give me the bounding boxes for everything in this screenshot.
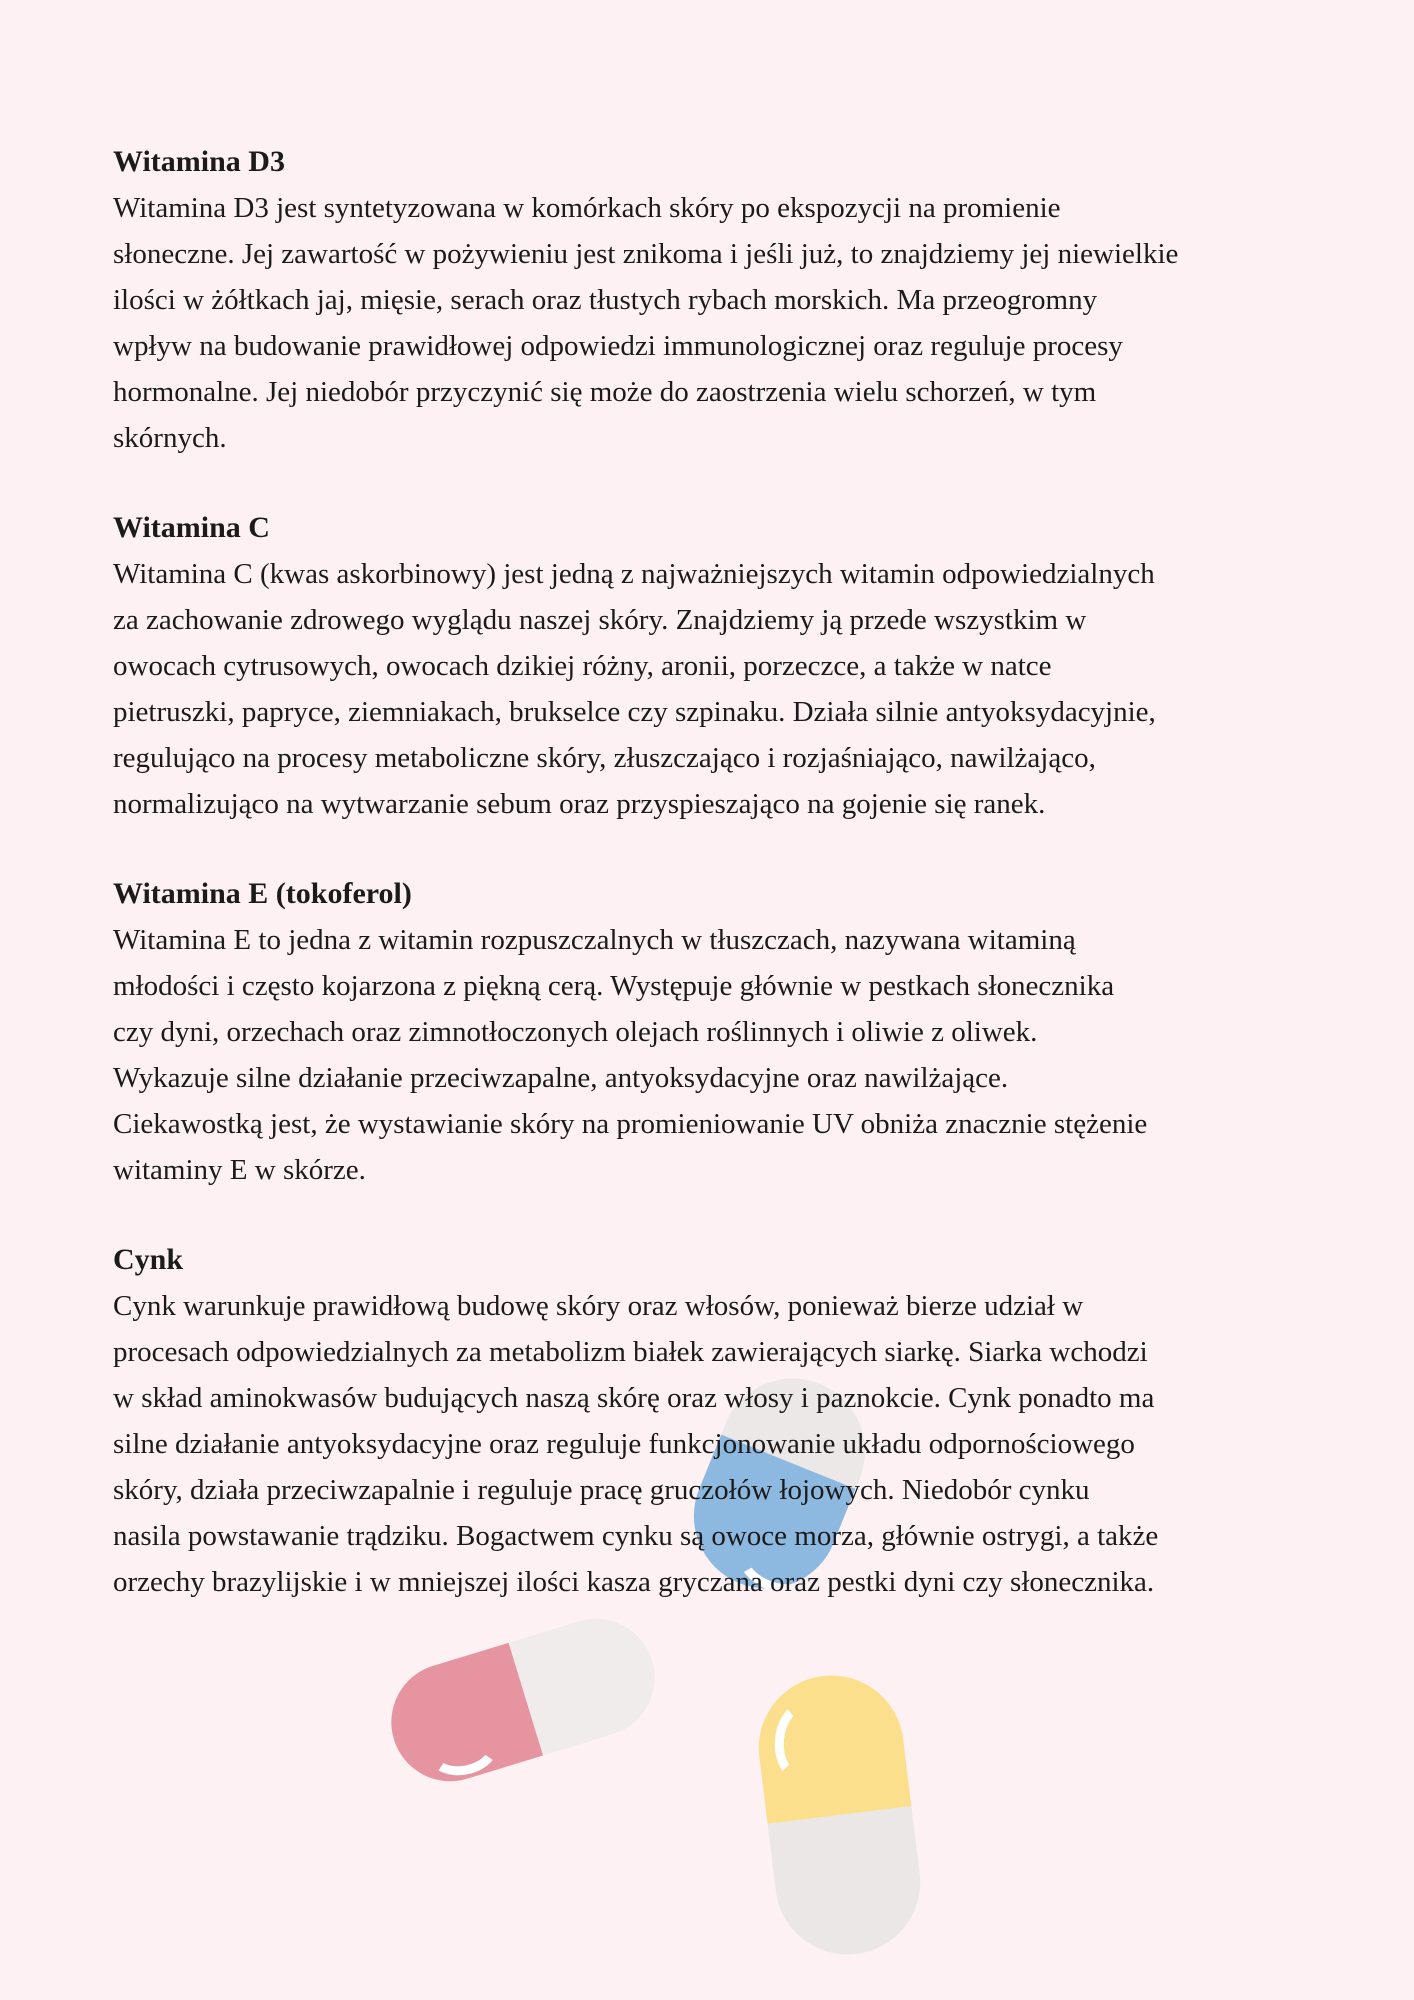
text-line: Witamina C (kwas askorbinowy) jest jedną z najważniejszych witamin odpowiedzialnych — [113, 558, 1155, 590]
text-line: orzechy brazylijskie i w mniejszej ilości kasza gryczana oraz pestki dyni czy słonecznika. — [113, 1566, 1155, 1598]
text-line: Witamina D3 jest syntetyzowana w komórkach skóry po ekspozycji na promienie — [113, 192, 1061, 224]
section-witamina-d3 — [113, 139, 1323, 461]
text-line: Cynk warunkuje prawidłową budowę skóry oraz włosów, ponieważ bierze udział w — [113, 1290, 1084, 1322]
article-body — [113, 139, 1323, 1605]
text-line: nasila powstawanie trądziku. Bogactwem cynku są owoce morza, głównie ostrygi, a także — [113, 1520, 1159, 1552]
text-line: regulująco na procesy metaboliczne skóry, złuszczająco i rozjaśniająco, nawilżająco, — [113, 742, 1096, 774]
section-heading: Witamina C — [113, 511, 270, 544]
yellow-capsule-illustration — [750, 1667, 928, 1963]
text-line: młodości i często kojarzona z piękną cerą. Występuje głównie w pestkach słonecznika — [113, 970, 1115, 1002]
text-line: Wykazuje silne działanie przeciwzapalne, antyoksydacyjne oraz nawilżające. — [113, 1062, 1009, 1094]
section-paragraph — [113, 185, 1323, 461]
text-line: ilości w żółtkach jaj, mięsie, serach oraz tłustych rybach morskich. Ma przeogromny — [113, 284, 1098, 316]
yellow-capsule-bottom-half — [768, 1806, 929, 1963]
text-line: hormonalne. Jej niedobór przyczynić się może do zaostrzenia wielu schorzeń, w tym — [113, 376, 1097, 408]
text-line: za zachowanie zdrowego wyglądu naszej skóry. Znajdziemy ją przede wszystkim w — [113, 604, 1087, 636]
text-line: skórnych. — [113, 422, 227, 454]
text-line: słoneczne. Jej zawartość w pożywieniu jest znikoma i jeśli już, to znajdziemy jej niewielkie — [113, 238, 1179, 270]
text-line: w skład aminokwasów budujących naszą skórę oraz włosy i paznokcie. Cynk ponadto ma — [113, 1382, 1155, 1414]
section-heading: Cynk — [113, 1243, 184, 1276]
section-witamina-c — [113, 505, 1323, 827]
text-line: wpływ na budowanie prawidłowej odpowiedzi immunologicznej oraz reguluje procesy — [113, 330, 1123, 362]
text-line: witaminy E w skórze. — [113, 1154, 366, 1186]
section-witamina-e — [113, 871, 1323, 1193]
section-paragraph — [113, 551, 1323, 827]
section-heading: Witamina E (tokoferol) — [113, 877, 412, 910]
text-line: Witamina E to jedna z witamin rozpuszczalnych w tłuszczach, nazywana witaminą — [113, 924, 1076, 956]
text-line: silne działanie antyoksydacyjne oraz reguluje funkcjonowanie układu odpornościowego — [113, 1428, 1135, 1460]
section-paragraph — [113, 1283, 1323, 1605]
text-line: pietruszki, papryce, ziemniakach, brukselce czy szpinaku. Działa silnie antyoksydacyjnie, — [113, 696, 1156, 728]
text-line: skóry, działa przeciwzapalnie i reguluje pracę gruczołów łojowych. Niedobór cynku — [113, 1474, 1090, 1506]
text-line: procesach odpowiedzialnych za metabolizm białek zawierających siarkę. Siarka wchodzi — [113, 1336, 1148, 1368]
pink-capsule-illustration — [377, 1604, 670, 1796]
text-line: owocach cytrusowych, owocach dzikiej różny, aronii, porzeczce, a także w natce — [113, 650, 1052, 682]
section-paragraph — [113, 917, 1323, 1193]
section-heading: Witamina D3 — [113, 145, 285, 178]
text-line: Ciekawostką jest, że wystawianie skóry na promieniowanie UV obniża znacznie stężenie — [113, 1108, 1148, 1140]
text-line: czy dyni, orzechach oraz zimnotłoczonych olejach roślinnych i oliwie z oliwek. — [113, 1016, 1038, 1048]
text-line: normalizująco na wytwarzanie sebum oraz przyspieszająco na gojenie się ranek. — [113, 788, 1046, 820]
section-cynk — [113, 1237, 1323, 1605]
